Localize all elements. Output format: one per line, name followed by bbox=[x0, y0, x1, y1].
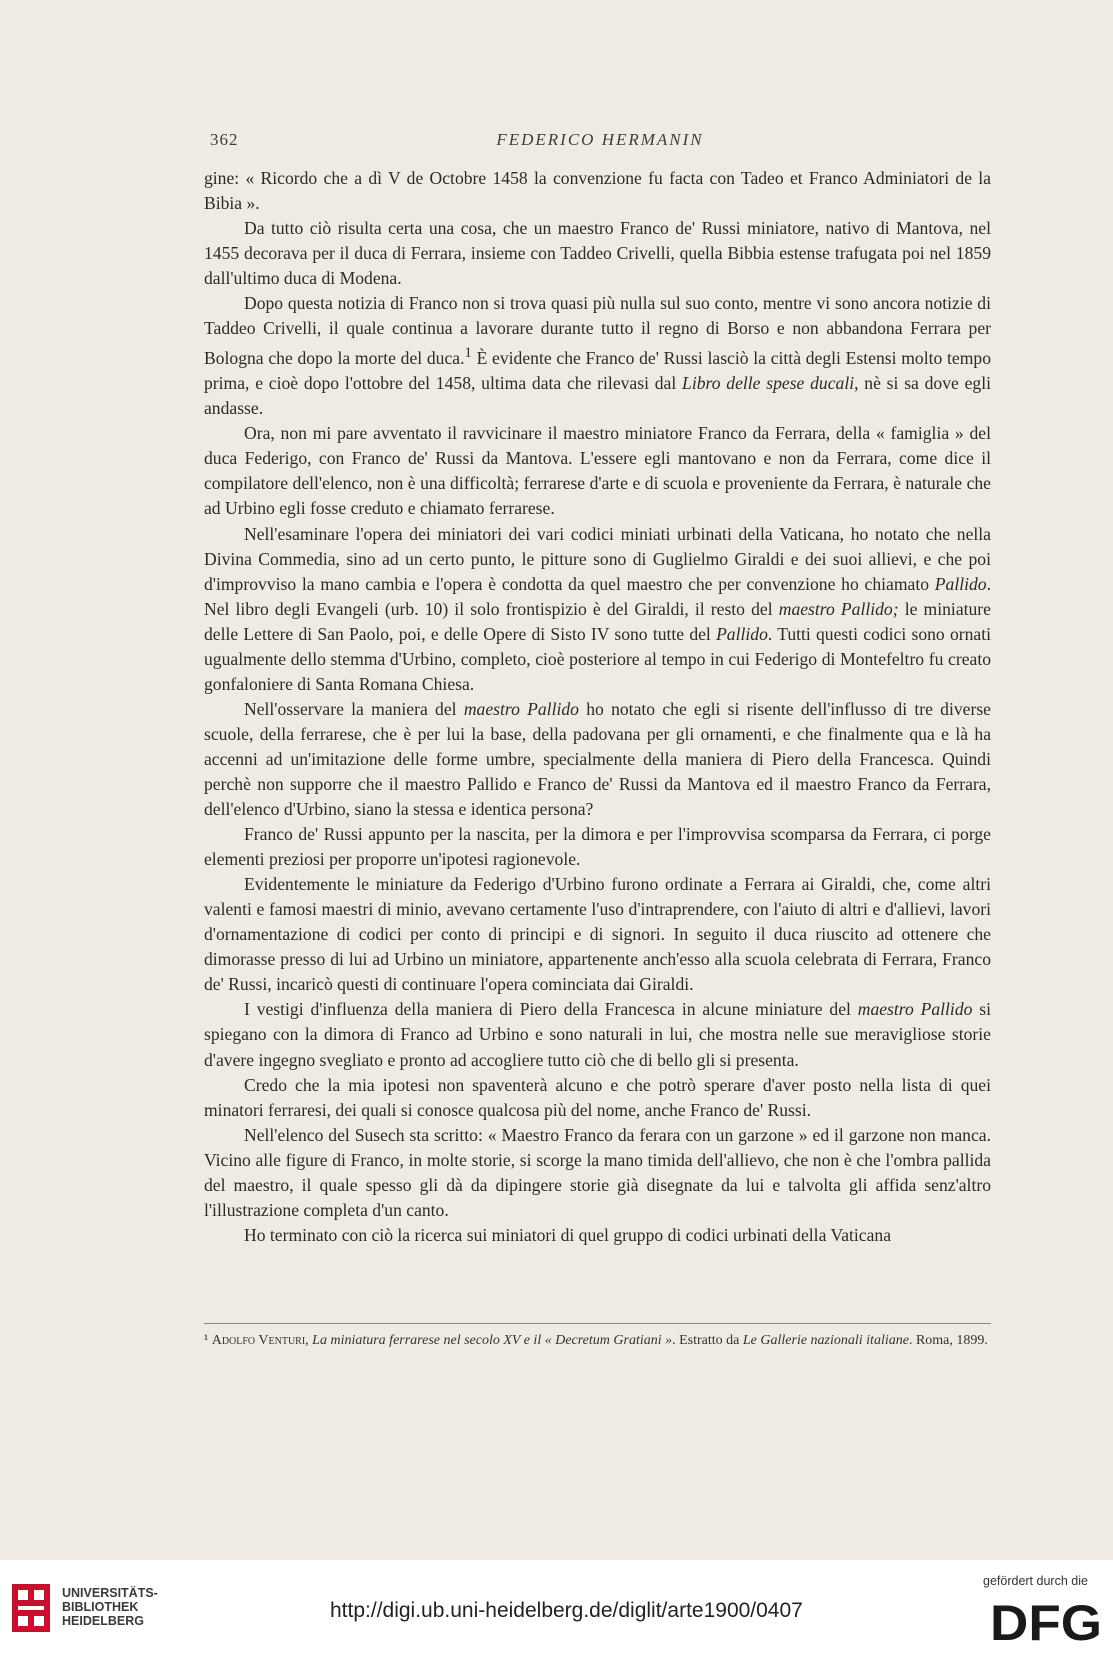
paragraph: Nell'elenco del Susech sta scritto: « Maestro Franco da ferara con un garzone » ed il garzone non manca. Vicino alle figure di Franco, in molte storie, si scorge la mano timida dell'allievo, che non è che l'ombra pallida del maestro, il quale spesso gli dà da dipingere storie già disegnate da lui e talvolta gli affida senz'altro l'illustrazione completa d'un canto. bbox=[204, 1124, 991, 1220]
footnote-divider bbox=[204, 1323, 991, 1324]
page-header bbox=[200, 130, 1000, 154]
paragraph: Ho terminato con ciò la ricerca sui miniatori di quel gruppo di codici urbinati della Vaticana bbox=[244, 1224, 892, 1245]
paragraph: Evidentemente le miniature da Federigo d'Urbino furono ordinate a Ferrara ai Giraldi, che, come altri valenti e famosi maestri di minio, avevano certamente l'uso d'intraprendere, con l'aiuto di altri e d'allievi, lavori d'ornamentazione di codici per conto di principi e di signori. In seguito il duca riuscito ad ottenere che dimorasse presso di lui ad Urbino un miniatore, appartenente anch'esso alla scuola celebrata di Ferrara, Franco de' Russi, incaricò questi di continuare l'opera cominciata dai Giraldi. bbox=[204, 874, 991, 995]
page-number: 362 bbox=[210, 130, 239, 149]
running-head: FEDERICO HERMANIN bbox=[496, 130, 704, 149]
dfg-logo[interactable] bbox=[990, 1596, 1102, 1644]
paragraph: Dopo questa notizia di Franco non si trova quasi più nulla sul suo conto, mentre vi sono ancora notizie di Taddeo Crivelli, il quale continua a lavorare durante tutto il regno di Borso e non abbandona Ferrara per Bologna che dopo la morte del duca.$^1$ È evidente che Franco de' Russi lasciò la città degli Estensi molto tempo prima, e cioè dopo l'ottobre del 1458, ultima data che rilevasi dal Libro delle spese ducali, nè si sa dove egli andasse. bbox=[204, 293, 991, 419]
paragraph: Nell'osservare la maniera del maestro Pallido ho notato che egli si risente dell'influsso di tre diverse scuole, della ferrarese, che è per lui la base, della padovana per gli ornamenti, e che finalmente qua e là ha accenni ad un'imitazione delle forme umbre, specialmente della maniera di Piero della Francesca. Quindi perchè non supporre che il maestro Pallido e Franco de' Russi da Mantova ed il maestro Franco da Ferrara, dell'elenco d'Urbino, siano la stessa e identica persona? bbox=[204, 698, 991, 820]
dfg-logo-text: DFG bbox=[990, 1596, 1102, 1644]
footnote-ref[interactable]: 1 bbox=[464, 345, 472, 362]
paragraph: Da tutto ciò risulta certa una cosa, che un maestro Franco de' Russi miniatore, nativo di Mantova, nel 1455 decorava per il duca di Ferrara, insieme con Taddeo Crivelli, quella Bibbia estense trafugata poi nel 1859 dall'ultimo duca di Modena. bbox=[204, 218, 991, 289]
body-text bbox=[204, 166, 991, 1248]
paragraph: Credo che la mia ipotesi non spaventerà alcuno e che potrò sperare d'aver posto nella lista di quei minatori ferraresi, dei quali si conosce qualcosa più del nome, anche Franco de' Russi. bbox=[204, 1074, 991, 1120]
funded-by-label: gefördert durch die bbox=[983, 1574, 1088, 1588]
paragraph: I vestigi d'influenza della maniera di Piero della Francesca in alcune miniature del maestro Pallido si spiegano con la dimora di Franco ad Urbino e sono naturali in lui, che mostra nelle sue meravigliose storie d'avere ingegno svegliato e pronto ad accogliere tutto ciò che di bello gli si presenta. bbox=[204, 999, 991, 1070]
university-seal-icon[interactable] bbox=[10, 1582, 52, 1634]
footnote: ¹ Adolfo Venturi, La miniatura ferrarese nel secolo XV e il « Decretum Gratiani ». Estratto da Le Gallerie nazionali italiane. Roma, 1899. bbox=[204, 1333, 988, 1348]
permalink-url[interactable]: http://digi.ub.uni-heidelberg.de/diglit/arte1900/0407 bbox=[330, 1599, 803, 1622]
footer-bar bbox=[0, 1560, 1113, 1660]
paragraph: gine: « Ricordo che a dì V de Octobre 1458 la convenzione fu facta con Tadeo et Franco Adminiatori de la Bibia ». bbox=[204, 168, 991, 214]
paragraph: Ora, non mi pare avventato il ravvicinare il maestro miniatore Franco da Ferrara, della « famiglia » del duca Federigo, con Franco de' Russi da Mantova. L'essere egli mantovano e non da Ferrara, come dice il compilatore dell'elenco, non è una difficoltà; ferrarese d'arte e di scuola e proveniente da Ferrara, è naturale che ad Urbino egli fosse creduto e chiamato ferrarese. bbox=[204, 423, 991, 519]
paragraph: Franco de' Russi appunto per la nascita, per la dimora e per l'improvvisa scomparsa da Ferrara, ci porge elementi preziosi per proporre un'ipotesi ragionevole. bbox=[204, 824, 991, 870]
institution-name: UNIVERSITÄTS- BIBLIOTHEK HEIDELBERG bbox=[62, 1586, 158, 1628]
paragraph: Nell'esaminare l'opera dei miniatori dei vari codici miniati urbinati della Vaticana, ho notato che nella Divina Commedia, sino ad un certo punto, le pitture sono di Guglielmo Giraldi e dei suoi allievi, e che poi d'improvviso la mano cambia e l'opera è condotta da quel maestro che per convenzione ho chiamato Pallido. Nel libro degli Evangeli (urb. 10) il solo frontispizio è del Giraldi, il resto del maestro Pallido; le miniature delle Lettere di San Paolo, poi, e delle Opere di Sisto IV sono tutte del Pallido. Tutti questi codici sono ornati ugualmente dello stemma d'Urbino, completo, cioè posteriore al tempo in cui Federigo di Montefeltro fu creato gonfaloniere di Santa Romana Chiesa. bbox=[204, 523, 992, 694]
